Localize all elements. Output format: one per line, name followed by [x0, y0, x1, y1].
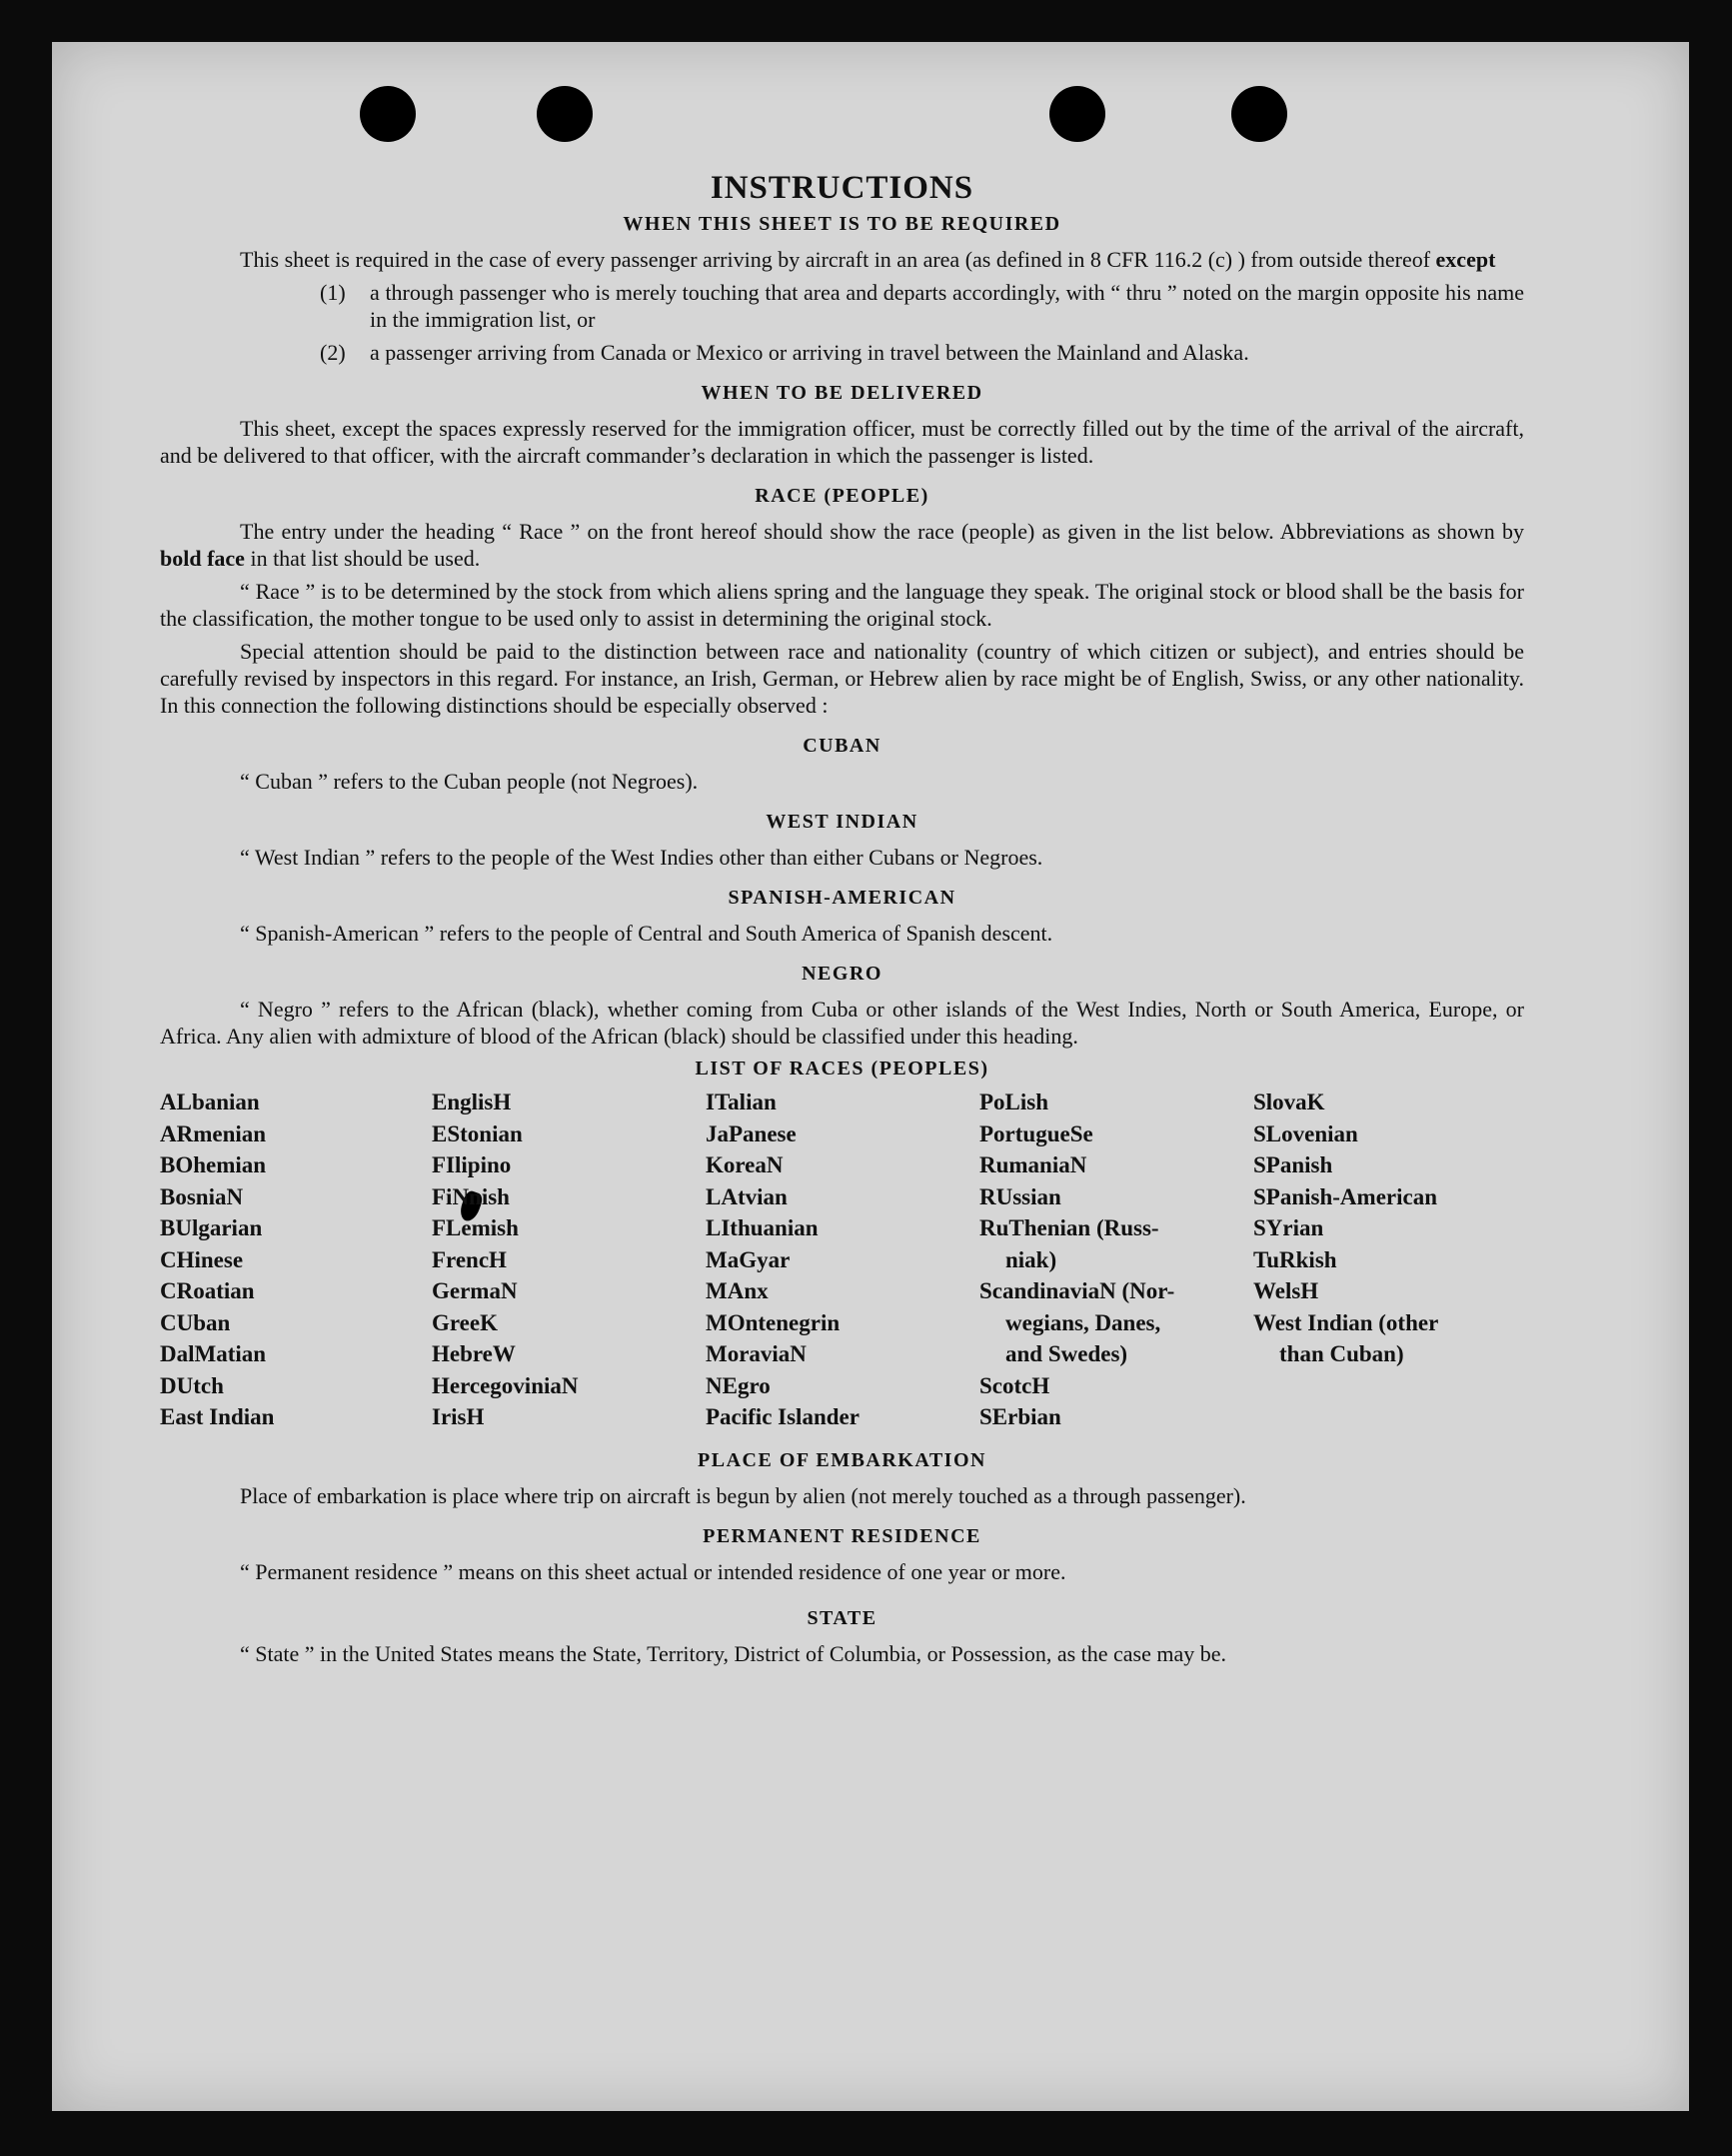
race-item: MoraviaN	[706, 1341, 807, 1366]
paragraph-race-2: “ Race ” is to be determined by the stock from which aliens spring and the language they speak. The original stock or blood shall be the basis for the classification, the mother tongue to be used only to assist in determining the original stock.	[160, 579, 1524, 631]
races-column-3	[706, 1086, 979, 1433]
section-heading-state: STATE	[807, 1606, 877, 1629]
section-heading-negro: NEGRO	[802, 963, 882, 985]
section-heading-residence: PERMANENT RESIDENCE	[703, 1524, 981, 1547]
text-bold-face: bold face	[160, 546, 245, 571]
race-item: SPanish-American	[1253, 1183, 1437, 1209]
paragraph-negro: “ Negro ” refers to the African (black), whether coming from Cuba or other islands of the West Indies, North or South America, Europe, or Africa. Any alien with admixture of blood of the African (black) should be classified under this heading.	[160, 997, 1524, 1049]
race-item: IrisH	[432, 1404, 485, 1429]
race-item: FiNnish	[432, 1183, 510, 1209]
race-item: East Indian	[160, 1404, 275, 1429]
text-span: The entry under the heading “ Race ” on the front hereof should show the race (people) as given in the list below. Abbreviations as shown by	[240, 519, 1524, 544]
race-item: GreeK	[432, 1309, 498, 1335]
race-item: SYrian	[1253, 1215, 1324, 1240]
text-span: in that list should be used.	[250, 546, 481, 571]
race-item: MAnx	[706, 1278, 769, 1303]
race-item: EStonian	[432, 1120, 523, 1146]
race-item: WelsH	[1253, 1278, 1319, 1303]
race-item: ALbanian	[160, 1089, 260, 1114]
race-item: CHinese	[160, 1246, 244, 1272]
race-item: SlovaK	[1253, 1089, 1325, 1114]
races-list	[160, 1086, 1524, 1433]
race-item: DalMatian	[160, 1341, 267, 1366]
race-item: BUlgarian	[160, 1215, 263, 1240]
race-item: KoreaN	[706, 1152, 784, 1177]
race-item-continued: wegians, Danes,	[1005, 1309, 1161, 1335]
race-item: HercegoviniaN	[432, 1372, 579, 1398]
race-item: DUtch	[160, 1372, 224, 1398]
race-item: ScandinaviaN (Nor-	[979, 1278, 1175, 1303]
section-heading-west-indian: WEST INDIAN	[766, 811, 918, 833]
race-item: MOntenegrin	[706, 1309, 841, 1335]
races-column-5	[1253, 1086, 1524, 1433]
paragraph-required	[160, 246, 1524, 273]
list-item-text: a through passenger who is merely touching that area and departs accordingly, with “ thru ” noted on the margin opposite his name in the immigration list, or	[370, 280, 1524, 332]
race-item: RuThenian (Russ-	[979, 1215, 1159, 1240]
section-heading-cuban: CUBAN	[803, 735, 881, 757]
race-item-continued: and Swedes)	[1005, 1341, 1128, 1366]
section-heading-required: WHEN THIS SHEET IS TO BE REQUIRED	[623, 213, 1061, 235]
paragraph-embarkation: Place of embarkation is place where trip on aircraft is begun by alien (not merely touched as a through passenger).	[240, 1482, 1246, 1508]
race-item: NEgro	[706, 1372, 771, 1398]
paragraph-residence: “ Permanent residence ” means on this sheet actual or intended residence of one year or more.	[240, 1558, 1066, 1584]
race-item: JaPanese	[706, 1120, 797, 1146]
race-item: FLemish	[432, 1215, 519, 1240]
race-item: BOhemian	[160, 1152, 267, 1177]
races-column-1	[160, 1086, 432, 1433]
race-item: PoLish	[979, 1089, 1049, 1114]
race-item: FIlipino	[432, 1152, 512, 1177]
section-heading-embarkation: PLACE OF EMBARKATION	[698, 1448, 986, 1471]
race-item: CRoatian	[160, 1278, 255, 1303]
list-item	[320, 279, 1524, 333]
race-item: HebreW	[432, 1341, 516, 1366]
race-item: BosniaN	[160, 1183, 244, 1209]
text-span: This sheet is required in the case of every passenger arriving by aircraft in an area (as defined in 8 CFR 116.2 (c) ) from outside thereof	[240, 247, 1431, 272]
race-item-continued: than Cuban)	[1279, 1341, 1404, 1366]
race-item: LAtvian	[706, 1183, 788, 1209]
instructions-content	[160, 130, 1524, 1667]
races-column-2	[432, 1086, 706, 1433]
list-item-number: (1)	[320, 280, 346, 305]
paragraph-delivered: This sheet, except the spaces expressly reserved for the immigration officer, must be correctly filled out by the time of the arrival of the aircraft, and be delivered to that officer, with the aircraft commander’s declaration in which the passenger is listed.	[160, 416, 1524, 468]
list-item-text: a passenger arriving from Canada or Mexico or arriving in travel between the Mainland and Alaska.	[370, 340, 1249, 365]
race-item: RumaniaN	[979, 1152, 1087, 1177]
race-item-continued: niak)	[1005, 1246, 1057, 1272]
race-item: SPanish	[1253, 1152, 1333, 1177]
race-item: TuRkish	[1253, 1246, 1337, 1272]
race-item: EnglisH	[432, 1089, 512, 1114]
race-item: RUssian	[979, 1183, 1061, 1209]
race-item: MaGyar	[706, 1246, 791, 1272]
race-item: ARmenian	[160, 1120, 267, 1146]
race-item: LIthuanian	[706, 1215, 819, 1240]
text-bold-except: except	[1435, 247, 1496, 272]
paragraph-state: “ State ” in the United States means the State, Territory, District of Columbia, or Possession, as the case may be.	[240, 1640, 1227, 1666]
race-item: CUban	[160, 1309, 231, 1335]
races-column-4	[979, 1086, 1253, 1433]
paragraph-spanish-american: “ Spanish-American ” refers to the people of Central and South America of Spanish descent.	[240, 921, 1053, 946]
race-item: Pacific Islander	[706, 1404, 860, 1429]
page-title: INSTRUCTIONS	[710, 170, 974, 206]
race-item: FrencH	[432, 1246, 507, 1272]
race-item: SErbian	[979, 1404, 1061, 1429]
paragraph-west-indian: “ West Indian ” refers to the people of the West Indies other than either Cubans or Negroes.	[240, 845, 1043, 870]
race-item: ITalian	[706, 1089, 777, 1114]
paragraph-race-1	[160, 518, 1524, 572]
section-heading-race: RACE (PEOPLE)	[755, 485, 929, 507]
list-item-number: (2)	[320, 340, 346, 365]
paragraph-cuban: “ Cuban ” refers to the Cuban people (not Negroes).	[240, 769, 699, 794]
section-heading-spanish-american: SPANISH-AMERICAN	[728, 887, 956, 909]
list-item	[320, 339, 1524, 366]
section-heading-races: LIST OF RACES (PEOPLES)	[695, 1058, 989, 1079]
paragraph-race-3: Special attention should be paid to the distinction between race and nationality (country of which citizen or subject), and entries should be carefully revised by inspectors in this regard. For instance, an Irish, German, or Hebrew alien by race might be of English, Swiss, or any other nationality. In this connection the following distinctions should be especially observed :	[160, 639, 1524, 718]
section-heading-delivered: WHEN TO BE DELIVERED	[701, 382, 983, 404]
race-item: West Indian (other	[1253, 1309, 1439, 1335]
race-item: SLovenian	[1253, 1120, 1358, 1146]
race-item: PortugueSe	[979, 1120, 1093, 1146]
race-item: ScotcH	[979, 1372, 1050, 1398]
race-item: GermaN	[432, 1278, 518, 1303]
